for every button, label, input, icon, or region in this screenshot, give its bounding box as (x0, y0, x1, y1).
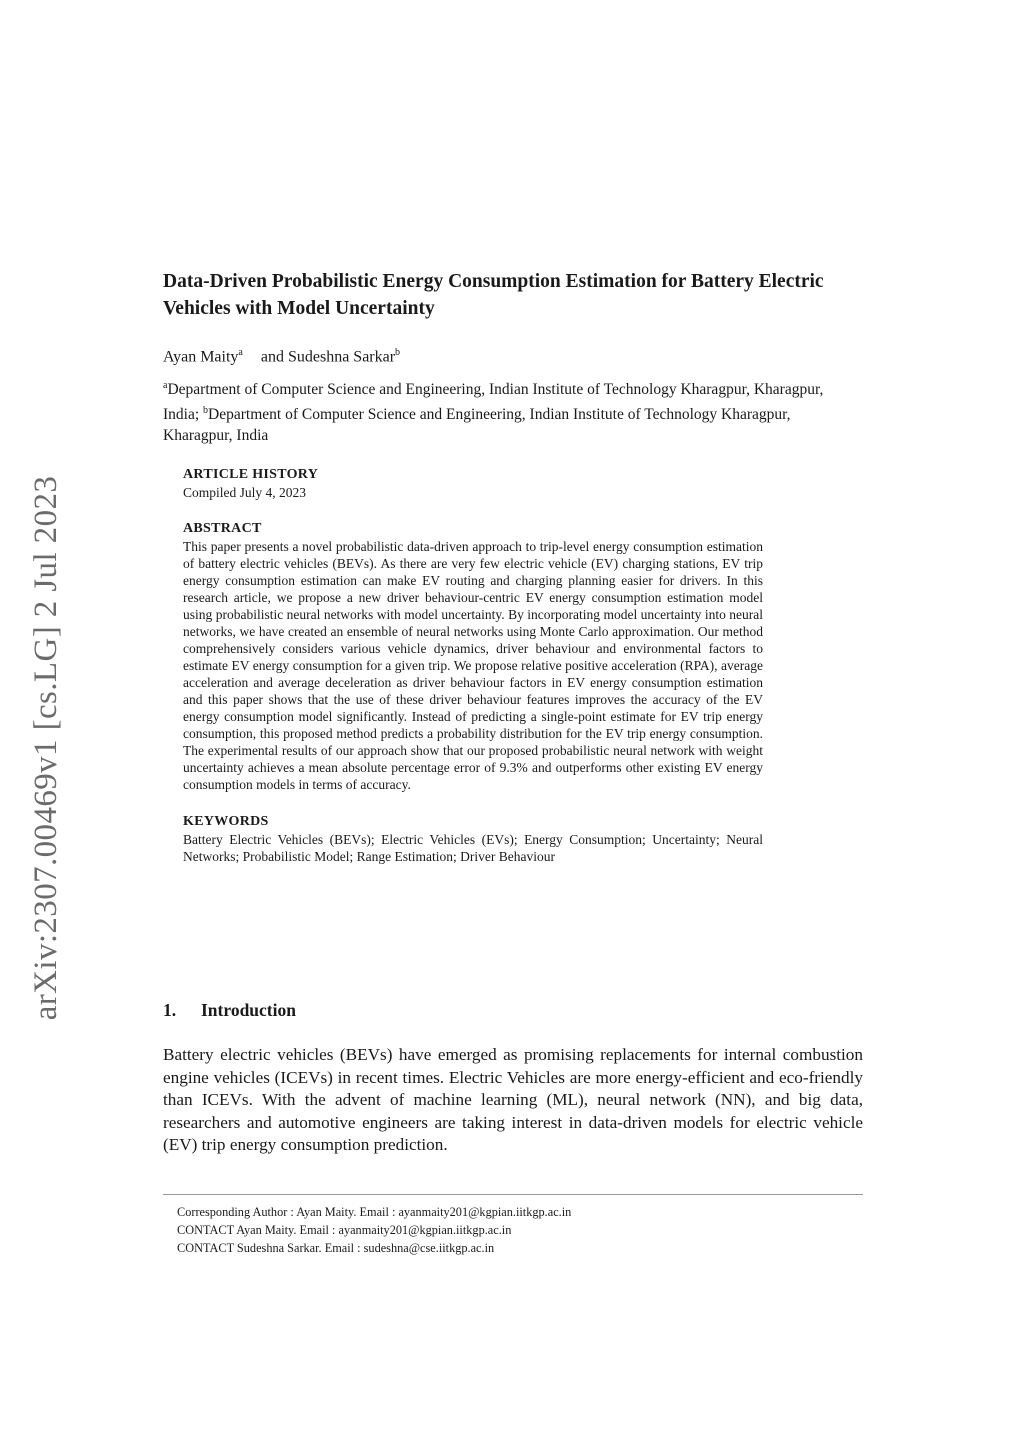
paper-title: Data-Driven Probabilistic Energy Consumption Estimation for Battery Electric Vehicles with Model Uncertainty (163, 271, 824, 319)
author-name: and Sudeshna Sarkar (260, 348, 396, 366)
front-matter (183, 466, 763, 884)
keywords-text: Battery Electric Vehicles (BEVs); Electric Vehicles (EVs); Energy Consumption; Uncertainty; Neural Networks; Probabilistic Model; Range Estimation; Driver Behaviour (183, 832, 763, 864)
section-title: Introduction (201, 1000, 296, 1020)
abstract-section (183, 520, 763, 793)
affiliations (163, 375, 863, 446)
abstract-heading: ABSTRACT (183, 521, 262, 536)
keywords-section (183, 813, 763, 865)
abstract-text: This paper presents a novel probabilistic data-driven approach to trip-level energy consumption estimation of battery electric vehicles (BEVs). As there are very few electric vehicle (EV) charging stations, EV trip energy consumption estimation can make EV routing and charging planning easier for drivers. In this research article, we propose a new driver behaviour-centric EV energy consumption estimation model using probabilistic neural networks with model uncertainty. By incorporating model uncertainty into neural networks, we have created an ensemble of neural networks using Monte Carlo approximation. Our method comprehensively considers various vehicle dynamics, driver behaviour and environmental factors to estimate EV energy consumption for a given trip. We propose relative positive acceleration (RPA), average acceleration and average deceleration as driver behaviour factors in EV energy consumption estimation and this paper shows that the use of these driver behaviour features improves the accuracy of the EV energy consumption model significantly. Instead of predicting a single-point estimate for EV trip energy consumption, this proposed method predicts a probability distribution for the EV trip energy consumption. The experimental results of our approach show that our proposed probabilistic neural network with weight uncertainty achieves a mean absolute percentage error of 9.3% and outperforms other existing EV energy consumption models in terms of accuracy. (183, 539, 763, 792)
article-history-text: Compiled July 4, 2023 (183, 485, 307, 500)
author-affil-mark: a (238, 347, 243, 358)
footnote-contact: CONTACT Ayan Maity. Email : ayanmaity201@kgpian.iitkgp.ac.in (177, 1223, 512, 1237)
introduction-heading (163, 1000, 296, 1021)
article-history-section (183, 466, 763, 501)
author-affil-mark: b (395, 347, 401, 358)
footnotes (177, 1203, 857, 1257)
footnote-contact: CONTACT Sudeshna Sarkar. Email : sudeshna@cse.iitkgp.ac.in (177, 1241, 495, 1255)
footnote-corresponding-author: Corresponding Author : Ayan Maity. Email : ayanmaity201@kgpian.iitkgp.ac.in (177, 1205, 572, 1219)
affiliation-text: Department of Computer Science and Engineering, Indian Institute of Technology Kharagpur, Kharagpur, India (163, 406, 791, 445)
introduction-paragraph: Battery electric vehicles (BEVs) have emerged as promising replacements for internal combustion engine vehicles (ICEVs) in recent times. Electric Vehicles are more energy-efficient and eco-friendly than ICEVs. With the advent of machine learning (ML), neural network (NN), and big data, researchers and automotive engineers are taking interest in data-driven models for electric vehicle (EV) trip energy consumption prediction. (163, 1045, 863, 1154)
keywords-heading: KEYWORDS (183, 814, 269, 829)
section-number: 1. (163, 1000, 177, 1020)
article-history-heading: ARTICLE HISTORY (183, 467, 319, 482)
affiliation-mark: b (203, 405, 209, 417)
affiliation-text: Department of Computer Science and Engineering, Indian Institute of Technology Kharagpur, Kharagpur, India; (163, 381, 824, 424)
author-list (163, 343, 400, 367)
arxiv-side-identifier: arXiv:2307.00469v1 [cs.LG] 2 Jul 2023 (28, 475, 64, 1021)
footnote-rule (163, 1194, 863, 1195)
affiliation-mark: a (163, 380, 168, 391)
author-name: Ayan Maity (163, 348, 239, 366)
